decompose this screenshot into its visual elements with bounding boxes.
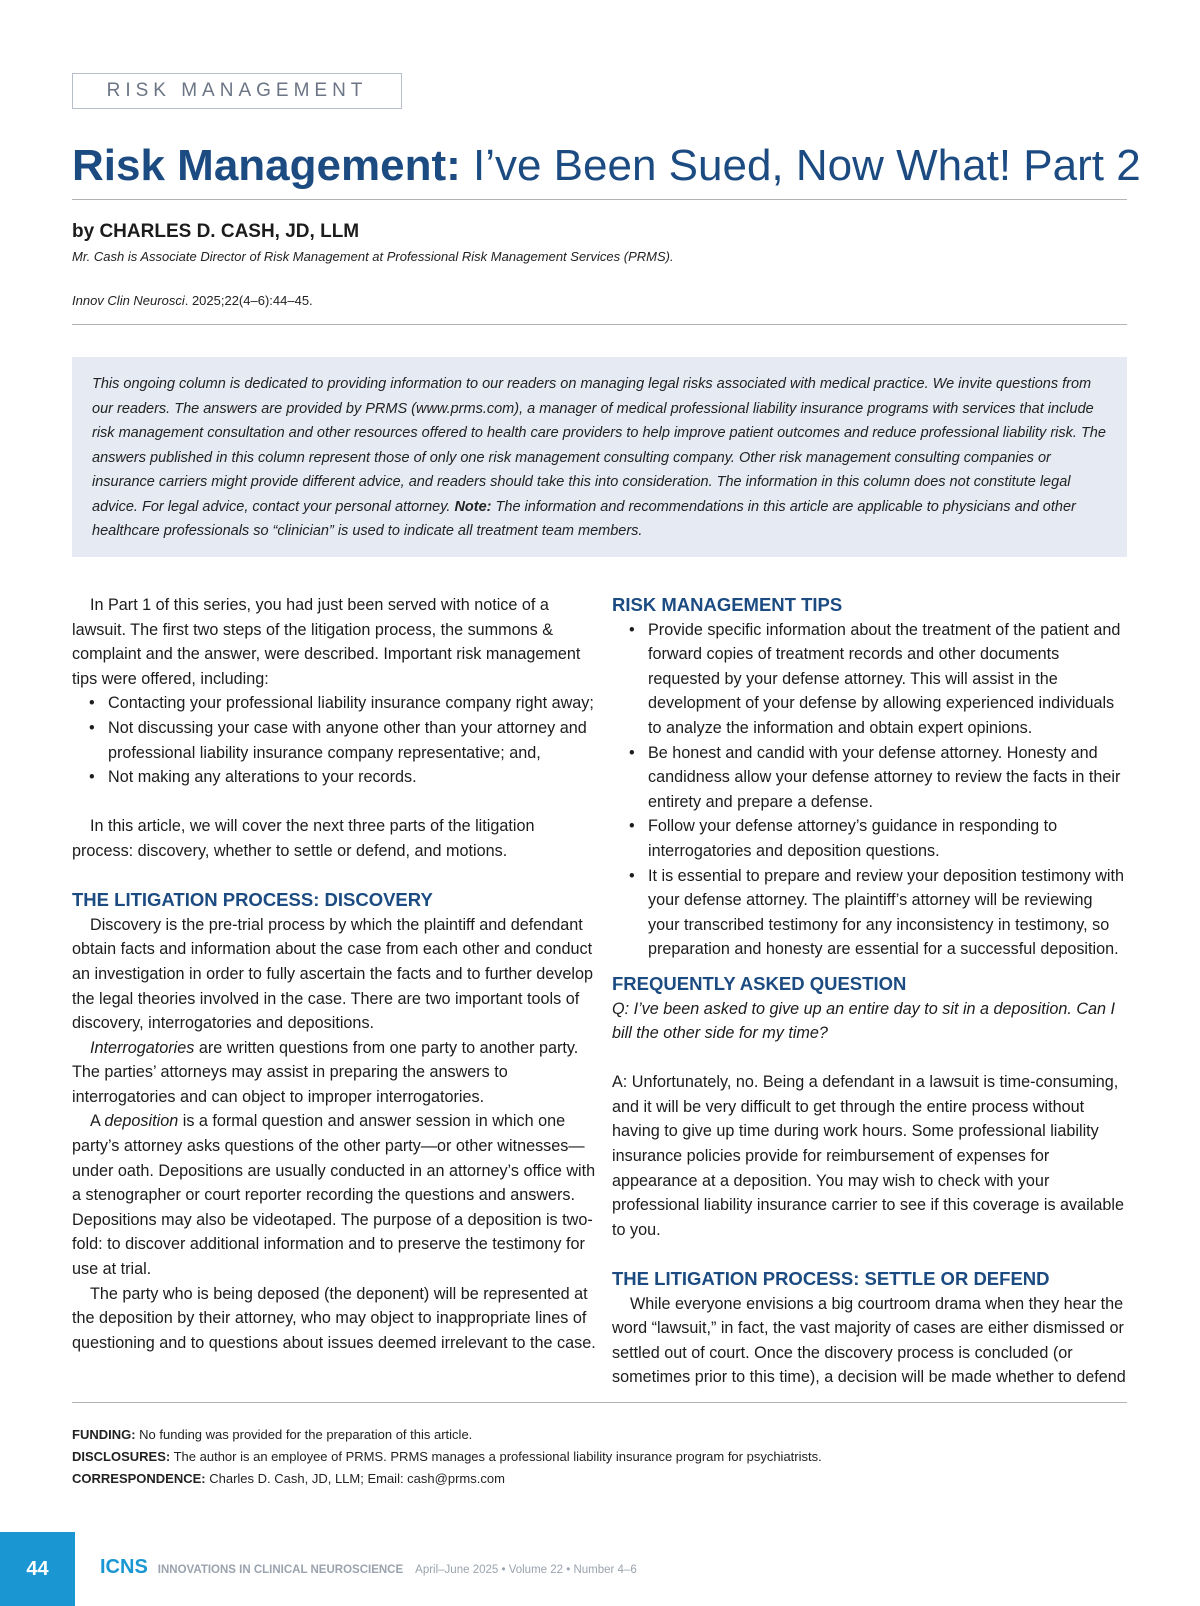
paragraph xyxy=(72,1109,600,1281)
funding-label: FUNDING: xyxy=(72,1427,136,1442)
title-rest: I’ve Been Sued, Now What! Part 2 xyxy=(460,141,1141,190)
risk-tips-list xyxy=(612,618,1127,962)
faq-answer: A: Unfortunately, no. Being a defendant in a lawsuit is time-consuming, and it will be very difficult to get through the entire process without having to give up time during work hours. Some professional liability insurance policies provide for reimbursement of expenses for appearance at a deposition. You may wish to check with your professional liability insurance carrier to see if this coverage is available to you. xyxy=(612,1073,1124,1239)
term-interrogatories: Interrogatories xyxy=(90,1038,195,1057)
paragraph xyxy=(72,1036,600,1110)
part1-tips-list xyxy=(72,691,600,789)
header-divider xyxy=(72,324,1127,325)
heading-faq: FREQUENTLY ASKED QUESTION xyxy=(612,972,907,994)
disclosures-text: The author is an employee of PRMS. PRMS manages a professional liability insurance program for psychiatrists. xyxy=(170,1449,822,1464)
journal-logo: ICNS xyxy=(100,1556,148,1578)
citation-journal: Innov Clin Neurosci xyxy=(72,293,185,308)
footnotes xyxy=(72,1424,822,1490)
intro-text: This ongoing column is dedicated to providing information to our readers on managing legal risks associated with medical practice. We invite questions from our readers. The answers are provided by PRMS (www.prms.com), a manager of medical professional liability insurance programs with services that include risk management consultation and other resources offered to health care providers to help improve patient outcomes and reduce professional liability risk. The answers published in this column represent those of only one risk management consulting company. Other risk management consulting companies or insurance carriers might provide different advice, and readers should take this into consideration. The information in this column does not constitute legal advice. For legal advice, contact your personal attorney. xyxy=(92,376,1106,515)
list-item: • Follow your defense attorney’s guidance in responding to interrogatories and deposition questions. xyxy=(648,814,1127,863)
issue-info: April–June 2025 • Volume 22 • Number 4–6 xyxy=(415,1564,637,1576)
journal-name: INNOVATIONS IN CLINICAL NEUROSCIENCE xyxy=(157,1564,404,1576)
paragraph-text: is a formal question and answer session in which one party’s attorney asks questions of the other party—or other witnesses—under oath. Depositions are usually conducted in an attorney’s office with a stenographer or court reporter recording the questions and answers. Depositions may also be videotaped. The purpose of a deposition is two-fold: to discover additional information and to preserve the testimony for use at trial. xyxy=(72,1112,596,1279)
heading-settle: THE LITIGATION PROCESS: SETTLE OR DEFEND xyxy=(612,1268,1050,1290)
faq-question: Q: I’ve been asked to give up an entire day to sit in a deposition. Can I bill the other side for my time? xyxy=(612,999,1116,1043)
disclosures-note xyxy=(72,1446,822,1468)
section-tag: RISK MANAGEMENT xyxy=(72,73,402,109)
funding-note xyxy=(72,1424,822,1446)
list-item: • Be honest and candid with your defense attorney. Honesty and candidness allow your defense attorney to review the facts in their entirety and prepare a defense. xyxy=(648,741,1127,815)
left-column xyxy=(72,593,600,1355)
paragraph: In this article, we will cover the next three parts of the litigation process: discovery, whether to settle or defend, and motions. xyxy=(72,817,535,860)
paragraph: The party who is being deposed (the deponent) will be represented at the deposition by their attorney, who may object to inappropriate lines of questioning and to questions about issues deemed irrelevant to the case. xyxy=(72,1284,596,1352)
intro-note-text: The information and recommendations in this article are applicable to physicians and other healthcare professionals so “clinician” is used to indicate all treatment team members. xyxy=(92,498,1076,539)
disclosures-label: DISCLOSURES: xyxy=(72,1449,171,1464)
paragraph-text: A xyxy=(90,1112,105,1131)
list-item: • It is essential to prepare and review your deposition testimony with your defense attorney. The plaintiff’s attorney will be reviewing your transcribed testimony for any inconsistency in testimony, so preparation and honesty are essential for a successful deposition. xyxy=(648,864,1127,962)
intro-note-label: Note: xyxy=(454,498,492,515)
paragraph: Discovery is the pre-trial process by which the plaintiff and defendant obtain facts and information about the case from each other and conduct an investigation in order to fully ascertain the facts and to further develop the legal theories involved in the case. There are two important tools of discovery, interrogatories and depositions. xyxy=(72,915,594,1033)
correspondence-text: Charles D. Cash, JD, LLM; Email: cash@prms.com xyxy=(205,1471,505,1486)
title-divider xyxy=(72,199,1127,200)
intro-box xyxy=(72,357,1127,557)
paragraph: In Part 1 of this series, you had just been served with notice of a lawsuit. The first two steps of the litigation process, the summons & complaint and the answer, were described. Important risk management tips were offered, including: xyxy=(72,596,581,688)
term-deposition: deposition xyxy=(104,1112,179,1131)
list-item: • Provide specific information about the treatment of the patient and forward copies of treatment records and other documents requested by your defense attorney. This will assist in the development of your defense by allowing experienced individuals to analyze the information and obtain expert opinions. xyxy=(648,618,1127,741)
paragraph-text: are written questions from one party to another party. The parties’ attorneys may assist in preparing the answers to interrogatories and can object to improper interrogatories. xyxy=(72,1038,579,1106)
footnote-divider xyxy=(72,1402,1127,1403)
title-bold: Risk Management: xyxy=(72,141,461,190)
author-affiliation: Mr. Cash is Associate Director of Risk Management at Professional Risk Management Services (PRMS). xyxy=(72,249,674,264)
heading-discovery: THE LITIGATION PROCESS: DISCOVERY xyxy=(72,889,433,911)
funding-text: No funding was provided for the preparation of this article. xyxy=(135,1427,473,1442)
list-item: • Contacting your professional liability insurance company right away; xyxy=(108,691,600,716)
byline: by CHARLES D. CASH, JD, LLM xyxy=(72,221,360,242)
footer-brand xyxy=(100,1556,637,1579)
citation xyxy=(72,293,313,308)
list-item: • Not making any alterations to your records. xyxy=(108,765,600,790)
page-number: 44 xyxy=(0,1532,75,1606)
list-item: • Not discussing your case with anyone other than your attorney and professional liability insurance company representative; and, xyxy=(108,716,600,765)
right-column xyxy=(612,593,1127,1390)
paragraph: While everyone envisions a big courtroom drama when they hear the word “lawsuit,” in fact, the vast majority of cases are either dismissed or settled out of court. Once the discovery process is concluded (or sometimes prior to this time), a decision will be made whether to defend xyxy=(612,1294,1126,1387)
correspondence-note xyxy=(72,1468,822,1490)
article-title xyxy=(72,140,1141,192)
heading-risk-tips: RISK MANAGEMENT TIPS xyxy=(612,594,843,615)
correspondence-label: CORRESPONDENCE: xyxy=(72,1471,206,1486)
citation-details: . 2025;22(4–6):44–45. xyxy=(184,293,313,308)
